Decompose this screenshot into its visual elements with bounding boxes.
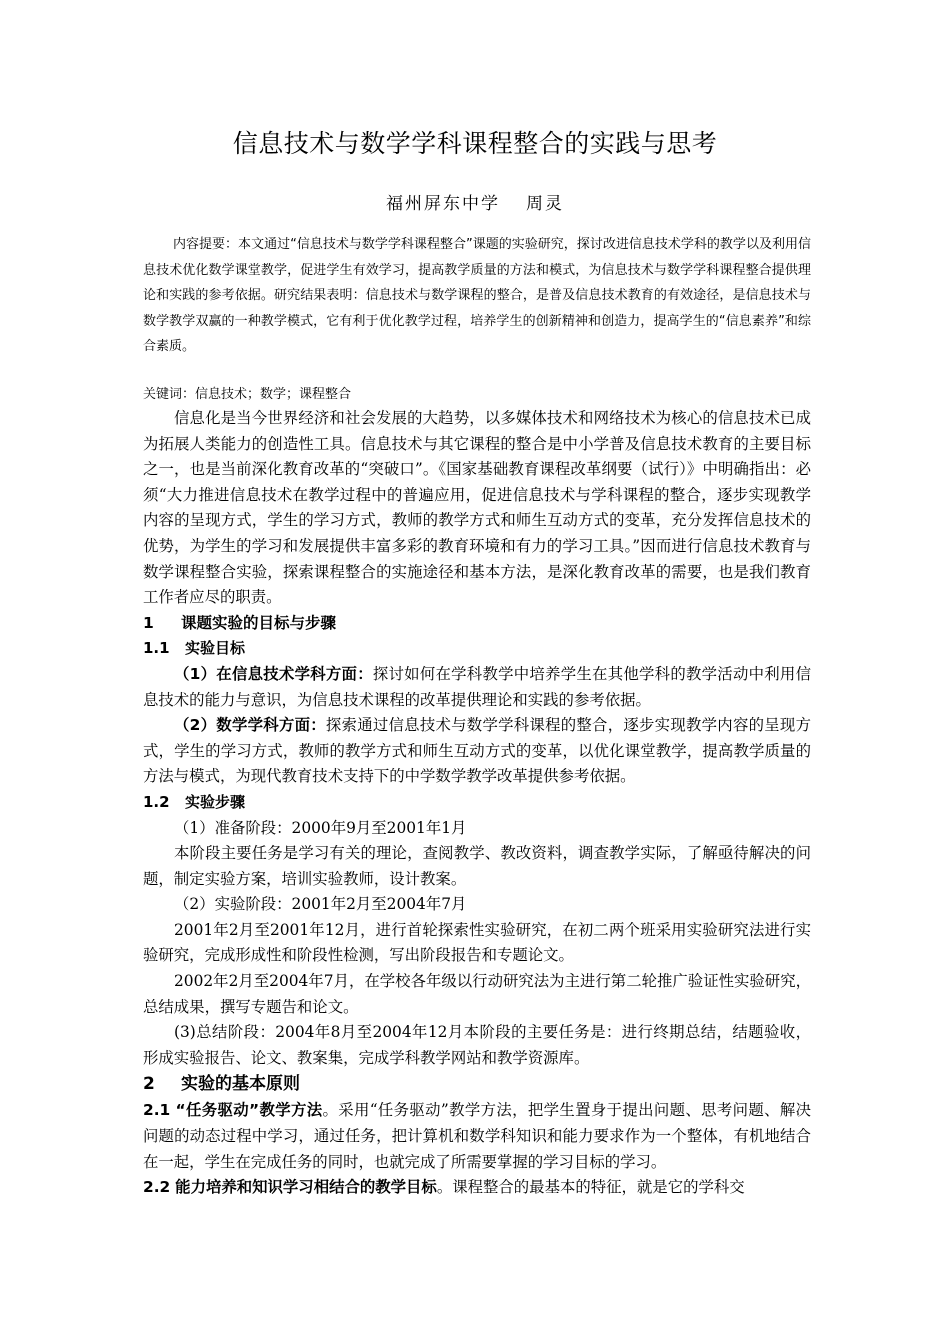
section-1-2-title: 实验步骤 (185, 792, 246, 811)
section-2-title: 实验的基本原则 (181, 1074, 300, 1095)
principle-2-2-paragraph (143, 1175, 811, 1201)
principle-2-1-number: 2.1 (143, 1101, 171, 1120)
section-2-number: 2 (143, 1074, 155, 1095)
section-1-1-number: 1.1 (143, 639, 170, 658)
section-1-number: 1 (143, 613, 154, 632)
document-title: 信息技术与数学学科课程整合的实践与思考 (232, 129, 718, 158)
section-1-1-heading (143, 636, 811, 662)
principle-2-2-text: 。课程整合的最基本的特征，就是它的学科交 (436, 1178, 745, 1197)
section-2-heading (143, 1071, 811, 1098)
author-line (0, 189, 950, 214)
section-1-2-heading (143, 790, 811, 816)
section-1-heading (143, 611, 811, 637)
goal-1-text: 探讨如何在学科教学中培养学生在其他学科的教学活动中利用信息技术的能力与意识，为信息技术课程的改革提供理论和实践的参考依据。 (143, 664, 811, 709)
stage-1-heading: （1）准备阶段：2000年9月至2001年1月 (174, 818, 467, 837)
principle-2-2-number: 2.2 (143, 1178, 171, 1197)
stage-1-paragraph: 本阶段主要任务是学习有关的理论，查阅教学、教改资料，调查教学实际，了解亟待解决的问题，制定实验方案，培训实验教师，设计教案。 (143, 844, 811, 888)
document-body (143, 406, 811, 1201)
goal-1-label: （1）在信息技术学科方面： (174, 664, 373, 683)
goal-2-text: 探索通过信息技术与数学学科课程的整合，逐步实现教学内容的呈现方式，学生的学习方式，教师的教学方式和师生互动方式的变革，以优化课堂教学，提高教学质量的方法与模式，为现代教育技术支持下的中学数学教学改革提供参考依据。 (143, 716, 811, 786)
stage-2-paragraph-2: 2002年2月至2004年7月，在学校各年级以行动研究法为主进行第二轮推广验证性实验研究，总结成果，撰写专题告和论文。 (143, 972, 811, 1016)
abstract-paragraph: 内容提要：本文通过“信息技术与数学学科课程整合”课题的实验研究，探讨改进信息技术学科的教学以及利用信息技术优化数学课堂教学，促进学生有效学习，提高教学质量的方法和模式，为信息技术与数学学科课程整合提供理论和实践的参考依据。研究结果表明：信息技术与数学课程的整合，是普及信息技术教育的有效途径，是信息技术与数学教学双赢的一种教学模式，它有利于优化教学过程，培养学生的创新精神和创造力，提高学生的“信息素养”和综合素质。 (143, 237, 811, 354)
principle-2-1-label: “任务驱动”教学方法 (175, 1101, 323, 1120)
principle-2-1-paragraph (143, 1098, 811, 1175)
goal-1-paragraph (143, 662, 811, 713)
intro-paragraph: 信息化是当今世界经济和社会发展的大趋势，以多媒体技术和网络技术为核心的信息技术已成为拓展人类能力的创造性工具。信息技术与其它课程的整合是中小学普及信息技术教育的主要目标之一，也是当前深化教育改革的“突破口”。《国家基础教育课程改革纲要（试行）》中明确指出：必须“大力推进信息技术在教学过程中的普遍应用，促进信息技术与学科课程的整合，逐步实现教学内容的呈现方式，学生的学习方式，教师的教学方式和师生互动方式的变革，充分发挥信息技术的优势，为学生的学习和发展提供丰富多彩的教育环境和有力的学习工具。”因而进行信息技术教育与数学课程整合实验，探索课程整合的实施途径和基本方法，是深化教育改革的需要，也是我们教育工作者应尽的职责。 (143, 409, 811, 607)
author-name: 周灵 (526, 194, 564, 214)
author-school: 福州屏东中学 (386, 194, 500, 214)
stage-3-paragraph: (3)总结阶段：2004年8月至2004年12月本阶段的主要任务是：进行终期总结，结题验收，形成实验报告、论文、教案集，完成学科教学网站和教学资源库。 (143, 1023, 811, 1067)
goal-2-label: （2）数学学科方面： (174, 716, 326, 735)
section-1-title: 课题实验的目标与步骤 (181, 613, 337, 632)
principle-2-1-text: 。采用“任务驱动”教学方法，把学生置身于提出问题、思考问题、解决问题的动态过程中学习，通过任务，把计算机和数学科知识和能力要求作为一个整体，有机地结合在一起，学生在完成任务的同时，也就完成了所需要掌握的学习目标的学习。 (143, 1101, 811, 1171)
stage-2-paragraph-1: 2001年2月至2001年12月，进行首轮探索性实验研究，在初二两个班采用实验研究法进行实验研究，完成形成性和阶段性检测，写出阶段报告和专题论文。 (143, 920, 811, 965)
stage-2-heading: （2）实验阶段：2001年2月至2004年7月 (174, 895, 467, 914)
goal-2-paragraph (143, 713, 811, 790)
section-1-1-title: 实验目标 (185, 639, 246, 658)
principle-2-2-label: 能力培养和知识学习相结合的教学目标 (175, 1178, 437, 1197)
section-1-2-number: 1.2 (143, 792, 170, 811)
keywords-line: 关键词：信息技术；数学；课程整合 (143, 387, 352, 402)
